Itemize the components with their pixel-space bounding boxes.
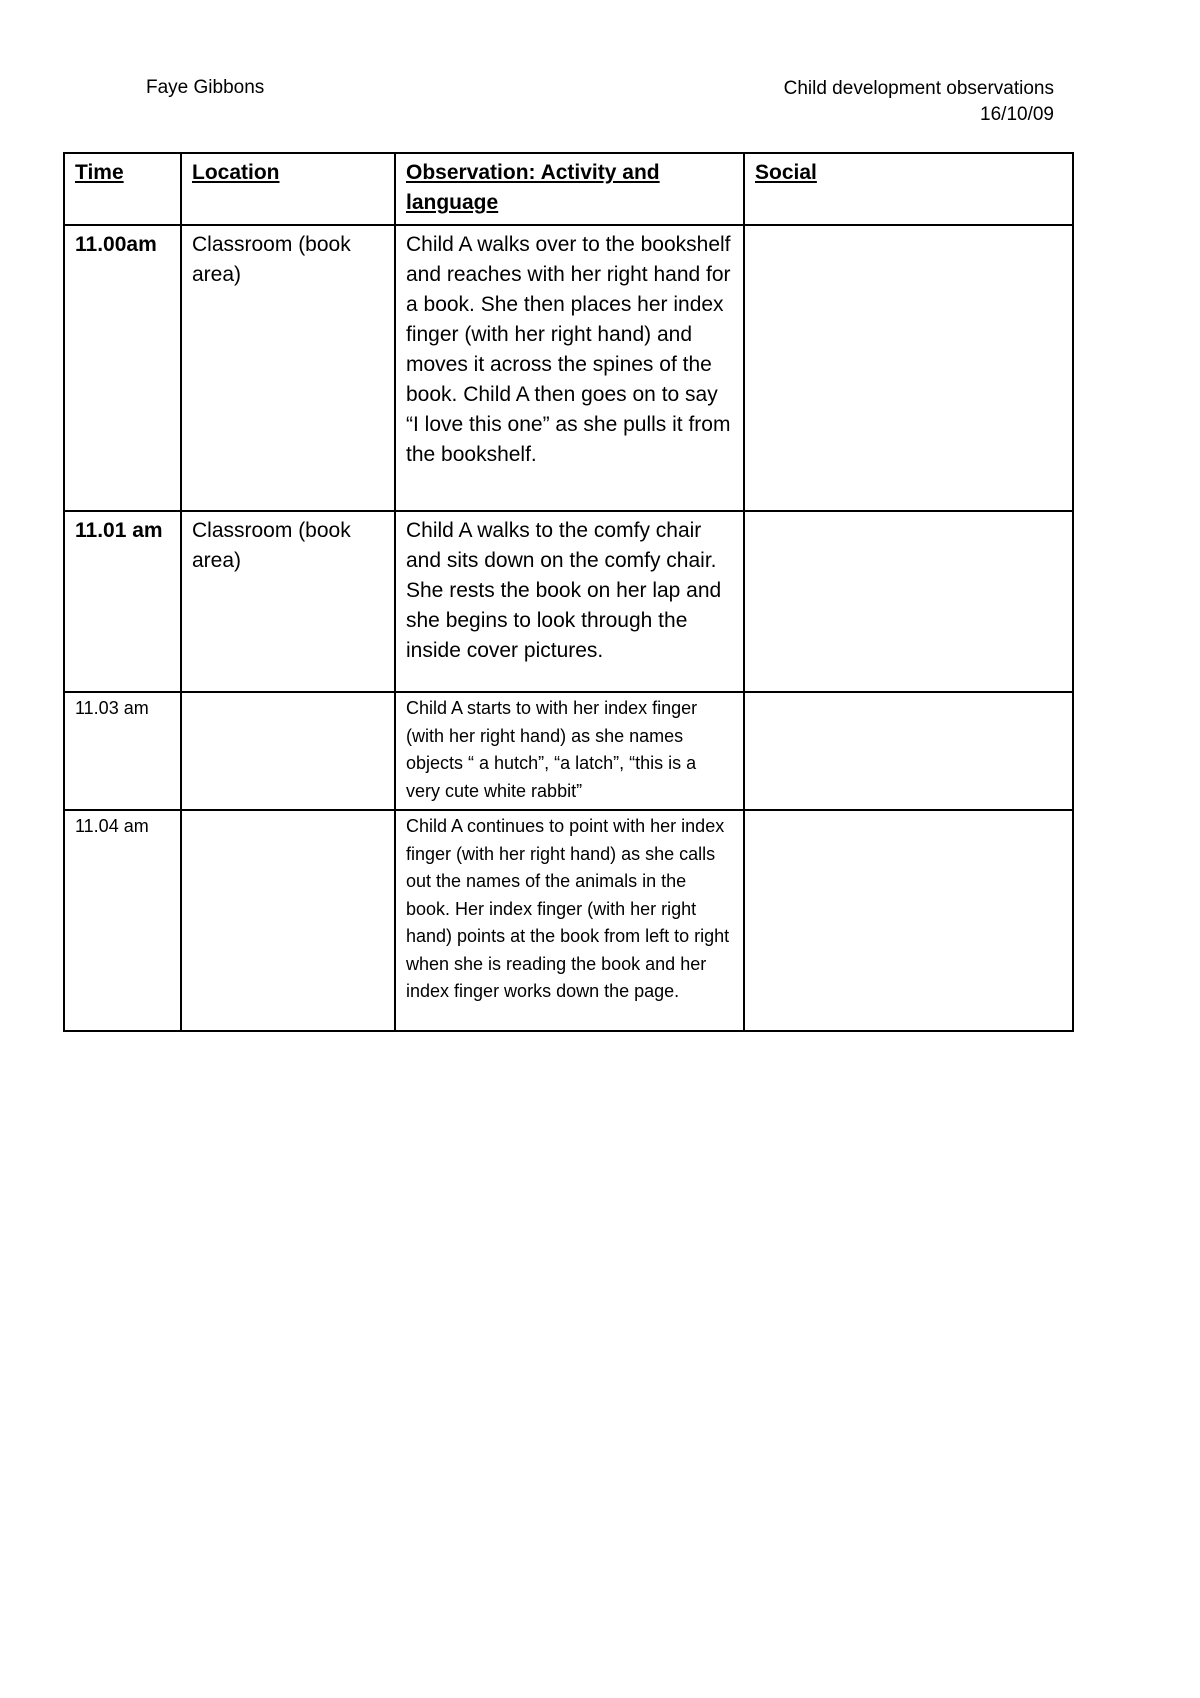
social-cell <box>744 692 1073 810</box>
column-header-observation-label: Observation: Activity and language <box>406 161 660 214</box>
column-header-time <box>64 153 181 225</box>
column-header-social <box>744 153 1073 225</box>
column-header-time-label: Time <box>75 161 124 184</box>
observation-cell: Child A continues to point with her index finger (with her right hand) as she calls out the names of the animals in the book. Her index finger (with her right hand) points at the book from left to right when she is reading the book and her index finger works down the page. <box>395 810 744 1031</box>
table-row <box>64 225 1073 511</box>
observation-cell: Child A walks over to the bookshelf and reaches with her right hand for a book. She then places her index finger (with her right hand) and moves it across the spines of the book. Child A then goes on to say “I love this one” as she pulls it from the bookshelf. <box>395 225 744 511</box>
time-cell: 11.00am <box>64 225 181 511</box>
column-header-observation <box>395 153 744 225</box>
column-header-social-label: Social <box>755 161 817 184</box>
document-header-right <box>784 76 1054 128</box>
social-cell <box>744 511 1073 692</box>
observation-table <box>63 152 1074 1032</box>
observation-cell: Child A walks to the comfy chair and sits down on the comfy chair. She rests the book on her lap and she begins to look through the inside cover pictures. <box>395 511 744 692</box>
observation-cell: Child A starts to with her index finger (with her right hand) as she names objects “ a hutch”, “a latch”, “this is a very cute white rabbit” <box>395 692 744 810</box>
column-header-location <box>181 153 395 225</box>
location-cell: Classroom (book area) <box>181 511 395 692</box>
table-header-row <box>64 153 1073 225</box>
location-cell <box>181 810 395 1031</box>
time-cell: 11.01 am <box>64 511 181 692</box>
table-row <box>64 810 1073 1031</box>
time-cell: 11.04 am <box>64 810 181 1031</box>
location-cell <box>181 692 395 810</box>
author-name: Faye Gibbons <box>146 77 265 98</box>
table-row <box>64 692 1073 810</box>
document-title: Child development observations <box>783 78 1054 99</box>
column-header-location-label: Location <box>192 161 280 184</box>
social-cell <box>744 810 1073 1031</box>
location-cell: Classroom (book area) <box>181 225 395 511</box>
time-cell: 11.03 am <box>64 692 181 810</box>
table-row <box>64 511 1073 692</box>
social-cell <box>744 225 1073 511</box>
observation-date: 16/10/09 <box>980 104 1054 125</box>
